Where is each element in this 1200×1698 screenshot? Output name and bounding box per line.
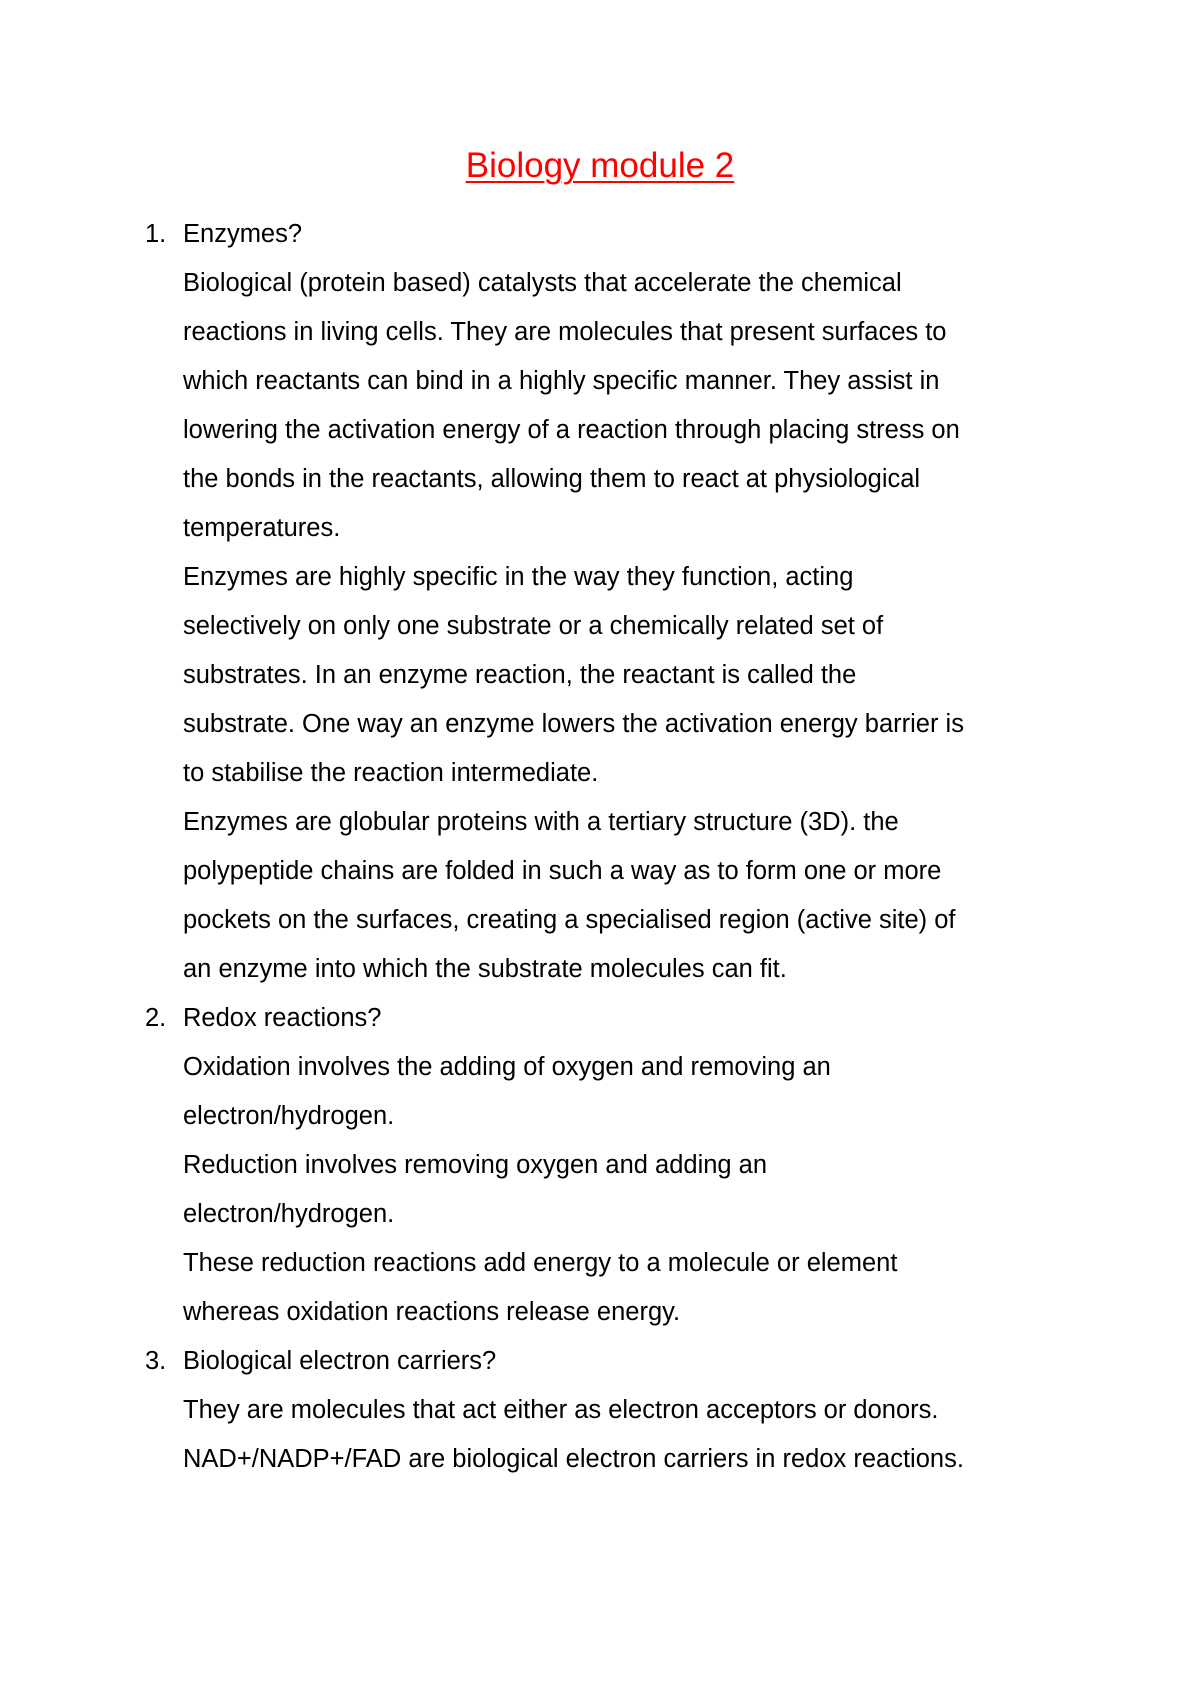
text-line: These reduction reactions add energy to a molecule or element: [183, 1249, 898, 1277]
text-line: electron/hydrogen.: [183, 1200, 395, 1228]
text-line: polypeptide chains are folded in such a way as to form one or more: [183, 857, 942, 885]
text-line: Enzymes are globular proteins with a tertiary structure (3D). the: [183, 808, 899, 836]
text-line: substrates. In an enzyme reaction, the reactant is called the: [183, 661, 857, 689]
list-item-enzymes: [145, 210, 1075, 994]
question-heading: Redox reactions?: [183, 1004, 382, 1032]
list-number: 3.: [145, 1347, 167, 1375]
text-line: Oxidation involves the adding of oxygen and removing an: [183, 1053, 831, 1081]
question-heading: Enzymes?: [183, 220, 303, 248]
question-list: [145, 210, 1075, 1484]
text-line: pockets on the surfaces, creating a specialised region (active site) of: [183, 906, 956, 934]
list-item-redox-reactions: [145, 994, 1075, 1337]
list-number: 1.: [145, 220, 167, 248]
document-title: Biology module 2: [465, 146, 735, 185]
text-line: Enzymes are highly specific in the way they function, acting: [183, 563, 854, 591]
text-line: selectively on only one substrate or a chemically related set of: [183, 612, 884, 640]
text-line: NAD+/NADP+/FAD are biological electron carriers in redox reactions.: [183, 1445, 964, 1473]
list-number: 2.: [145, 1004, 167, 1032]
text-line: electron/hydrogen.: [183, 1102, 395, 1130]
text-line: reactions in living cells. They are molecules that present surfaces to: [183, 318, 947, 346]
text-line: temperatures.: [183, 514, 341, 542]
text-line: whereas oxidation reactions release energy.: [183, 1298, 681, 1326]
text-line: the bonds in the reactants, allowing them to react at physiological: [183, 465, 921, 493]
list-item-electron-carriers: [145, 1337, 1075, 1484]
text-line: Biological (protein based) catalysts that accelerate the chemical: [183, 269, 902, 297]
text-line: which reactants can bind in a highly specific manner. They assist in: [183, 367, 940, 395]
text-line: lowering the activation energy of a reaction through placing stress on: [183, 416, 960, 444]
text-line: an enzyme into which the substrate molecules can fit.: [183, 955, 787, 983]
text-line: to stabilise the reaction intermediate.: [183, 759, 599, 787]
text-line: Reduction involves removing oxygen and adding an: [183, 1151, 768, 1179]
question-heading: Biological electron carriers?: [183, 1347, 497, 1375]
text-line: They are molecules that act either as electron acceptors or donors.: [183, 1396, 939, 1424]
text-line: substrate. One way an enzyme lowers the activation energy barrier is: [183, 710, 964, 738]
